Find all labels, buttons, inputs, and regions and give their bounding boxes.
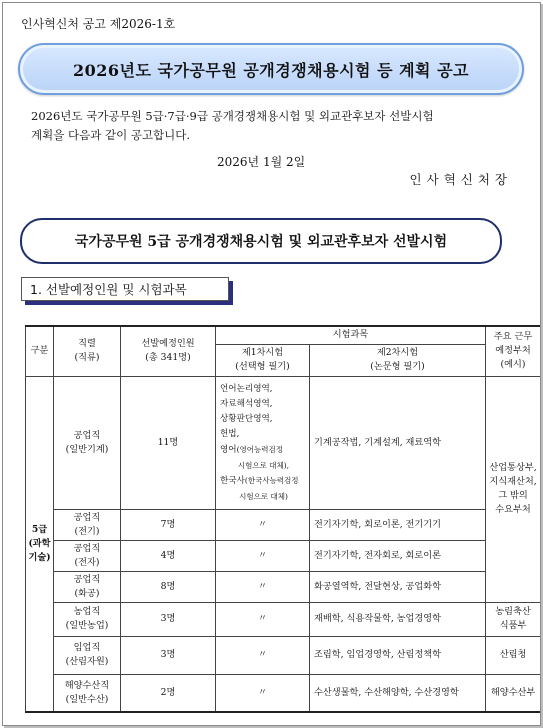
- job-name: 농업직: [73, 606, 101, 617]
- quota-cell: 4명: [121, 540, 216, 571]
- agency-cell: 해양수산부: [486, 674, 541, 712]
- ditto-mark: 〃: [216, 509, 310, 540]
- subject: 헌법,: [220, 428, 240, 439]
- group-cell: [26, 376, 54, 712]
- header-agency-label2: 예정부처: [495, 345, 531, 357]
- job-name: 공업직: [73, 429, 101, 441]
- header-quota-label: 선발예정인원: [141, 338, 195, 350]
- subject-english: [220, 442, 307, 458]
- agency-cell: [486, 602, 541, 636]
- header-second-sub: (논문형 필기): [370, 361, 425, 372]
- agency-cell: 산림청: [486, 636, 541, 674]
- group-label: (과학: [28, 537, 51, 549]
- second-exam-cell: 화공열역학, 전달현상, 공업화학: [310, 571, 486, 602]
- subject-history: [220, 473, 307, 489]
- quota-cell: 11명: [121, 376, 216, 509]
- subject: 언어논리영역,: [220, 383, 273, 394]
- job-sub: (화공): [74, 587, 100, 599]
- subject: 영어: [220, 444, 237, 455]
- job-sub: (전기): [74, 525, 100, 537]
- second-exam-cell: 수산생물학, 수산해양학, 수산경영학: [310, 674, 486, 712]
- header-agency-label3: (예시): [500, 359, 526, 371]
- job-sub: (산림자원): [65, 656, 109, 667]
- table-row: [26, 636, 541, 674]
- intro-line: 계획을 다음과 같이 공고합니다.: [31, 128, 191, 142]
- job-sub: (일반수산): [65, 693, 109, 705]
- quota-cell: 8명: [121, 571, 216, 602]
- job-sub: (일반농업): [65, 620, 109, 631]
- intro-text: [31, 107, 521, 145]
- subject: 자료해석영역,: [220, 398, 273, 409]
- job-cell: [54, 602, 121, 636]
- subject-note: (한국사능력검정: [244, 475, 299, 485]
- agency-line: 식품부: [499, 620, 527, 631]
- first-exam-cell: [216, 376, 310, 509]
- intro-line: 2026년도 국가공무원 5급·7급·9급 공개경쟁채용시험 및 외교관후보자 선발시험: [31, 109, 434, 123]
- table-row: [26, 540, 541, 571]
- job-cell: [54, 674, 121, 712]
- second-exam-cell: 기계공작법, 기계설계, 재료역학: [310, 376, 486, 509]
- page-title: 2026년도 국가공무원 공개경쟁채용시험 등 계획 공고: [72, 60, 469, 80]
- section-banner: [20, 218, 502, 264]
- subject: 상황판단영역,: [220, 413, 273, 424]
- job-cell: [54, 540, 121, 571]
- table-row: [26, 674, 541, 712]
- table-header-row: [26, 326, 541, 344]
- header-subjects: 시험과목: [216, 326, 486, 344]
- notice-number: 인사혁신처 공고 제2026-1호: [21, 17, 176, 31]
- header-job-label: 직렬: [78, 338, 96, 350]
- subject-note: 시험으로 대체): [239, 491, 288, 501]
- issuer: 인사혁신처장: [409, 172, 512, 187]
- title-banner: [18, 43, 524, 95]
- quota-table: [25, 325, 541, 713]
- header-agency-label: 주요 근무: [493, 331, 533, 343]
- job-name: 해양수산직: [64, 679, 110, 691]
- job-cell: [54, 376, 121, 509]
- header-job-sub: (직류): [74, 352, 100, 364]
- ditto-mark: 〃: [216, 674, 310, 712]
- subject-note: 시험으로 대체),: [237, 460, 290, 470]
- notice-page: [2, 2, 541, 726]
- quota-cell: 7명: [121, 509, 216, 540]
- quota-cell: 3명: [121, 602, 216, 636]
- quota-cell: 3명: [121, 636, 216, 674]
- header-group: 구분: [26, 326, 54, 376]
- ditto-mark: 〃: [216, 636, 310, 674]
- second-exam-cell: 재배학, 식용작물학, 농업경영학: [310, 602, 486, 636]
- notice-date: 2026년 1월 2일: [217, 155, 306, 169]
- header-second-exam: [310, 344, 486, 376]
- header-first-sub: (선택형 필기): [235, 361, 290, 372]
- subsection-heading: 1. 선발예정인원 및 시험과목: [21, 277, 229, 301]
- header-agency: [486, 326, 541, 376]
- second-exam-cell: 조림학, 임업경영학, 산림정책학: [310, 636, 486, 674]
- job-sub: (전자): [74, 556, 100, 568]
- table-row: [26, 602, 541, 636]
- job-name: 공업직: [73, 573, 101, 585]
- header-quota: [121, 326, 216, 376]
- agency-line: 그 밖의: [498, 490, 528, 501]
- quota-cell: 2명: [121, 674, 216, 712]
- job-name: 공업직: [73, 511, 101, 523]
- agency-line: 수요부처: [495, 504, 531, 515]
- section-title: 국가공무원 5급 공개경쟁채용시험 및 외교관후보자 선발시험: [74, 234, 448, 250]
- job-cell: [54, 636, 121, 674]
- second-exam-cell: 전기자기학, 회로이론, 전기기기: [310, 509, 486, 540]
- subject-note: (영어능력검정: [236, 444, 284, 454]
- agency-line: 농림축산: [495, 606, 531, 617]
- job-sub: (일반기계): [65, 443, 109, 455]
- agency-cell: [486, 376, 541, 602]
- table-row: [26, 509, 541, 540]
- group-label: 기술): [28, 551, 51, 563]
- header-first-exam: [216, 344, 310, 376]
- ditto-mark: 〃: [216, 571, 310, 602]
- header-second-label: 제2차시험: [376, 347, 419, 358]
- subject: 한국사: [220, 475, 245, 486]
- ditto-mark: 〃: [216, 540, 310, 571]
- job-cell: [54, 571, 121, 602]
- table-row: [26, 571, 541, 602]
- header-quota-sub: (총 341명): [145, 352, 191, 364]
- table-row: [26, 376, 541, 509]
- job-name: 공업직: [73, 542, 101, 554]
- header-job: [54, 326, 121, 376]
- agency-line: 지식재산처,: [489, 476, 537, 487]
- job-cell: [54, 509, 121, 540]
- header-first-label: 제1차시험: [241, 347, 284, 358]
- agency-line: 산업통상부,: [489, 462, 537, 473]
- group-label: 5급: [31, 523, 48, 535]
- ditto-mark: 〃: [216, 602, 310, 636]
- job-name: 임업직: [73, 642, 101, 653]
- second-exam-cell: 전기자기학, 전자회로, 회로이론: [310, 540, 486, 571]
